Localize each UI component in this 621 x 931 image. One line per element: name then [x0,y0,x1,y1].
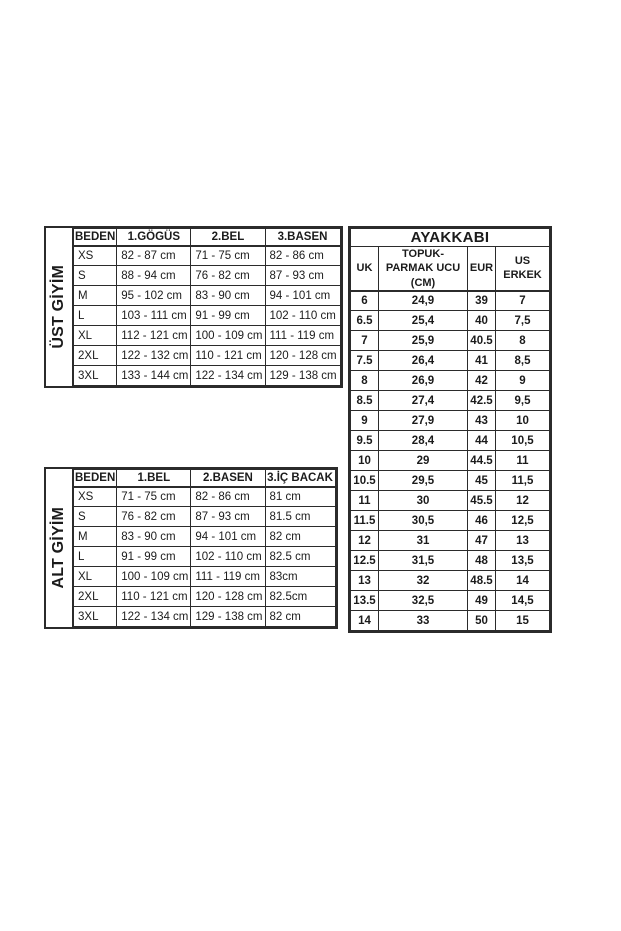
size-cell: XS [74,246,117,266]
measurement-cell: 103 - 111 cm [117,306,191,326]
measurement-cell: 100 - 109 cm [191,326,265,346]
column-header-ic-bacak: 3.İÇ BACAK [265,470,335,487]
measurement-cell: 112 - 121 cm [117,326,191,346]
size-row [74,246,341,266]
size-cell: 3XL [74,366,117,386]
eur-size-cell: 46 [468,511,496,531]
measurement-cell: 81 cm [265,487,335,507]
uk-size-cell: 9 [351,411,379,431]
uk-size-cell: 11.5 [351,511,379,531]
measurement-cell: 82 cm [265,527,335,547]
measurement-cell: 110 - 121 cm [191,346,265,366]
uk-size-cell: 11 [351,491,379,511]
heel-toe-length-cell: 24,9 [379,291,468,311]
alt-giyim-grid [73,469,336,627]
eur-size-cell: 42.5 [468,391,496,411]
measurement-cell: 71 - 75 cm [191,246,265,266]
alt-giyim-side-label-text: ALT GİYİM [50,507,67,589]
us-men-size-cell: 15 [496,611,550,631]
size-cell: L [74,547,117,567]
eur-size-cell: 49 [468,591,496,611]
measurement-cell: 102 - 110 cm [265,306,340,326]
size-cell: M [74,527,117,547]
size-cell: 2XL [74,346,117,366]
eur-size-cell: 48.5 [468,571,496,591]
measurement-cell: 87 - 93 cm [265,266,340,286]
size-row [74,326,341,346]
us-men-size-cell: 14 [496,571,550,591]
alt-giyim-header-row [74,470,336,487]
measurement-cell: 94 - 101 cm [265,286,340,306]
measurement-cell: 82 - 87 cm [117,246,191,266]
shoe-size-row [351,371,550,391]
size-row [74,567,336,587]
measurement-cell: 82.5 cm [265,547,335,567]
size-cell: XL [74,326,117,346]
us-men-size-cell: 14,5 [496,591,550,611]
heel-toe-length-cell: 30,5 [379,511,468,531]
size-cell: XL [74,567,117,587]
column-header-bel: 2.BEL [191,229,265,246]
column-header-basen: 2.BASEN [191,470,265,487]
us-men-size-cell: 13,5 [496,551,550,571]
uk-size-cell: 13.5 [351,591,379,611]
us-men-size-cell: 10,5 [496,431,550,451]
heel-toe-length-cell: 32 [379,571,468,591]
column-header-eur: EUR [468,247,496,291]
size-cell: L [74,306,117,326]
measurement-cell: 87 - 93 cm [191,507,265,527]
uk-size-cell: 9.5 [351,431,379,451]
measurement-cell: 120 - 128 cm [191,587,265,607]
heel-toe-length-cell: 28,4 [379,431,468,451]
measurement-cell: 95 - 102 cm [117,286,191,306]
eur-size-cell: 42 [468,371,496,391]
measurement-cell: 91 - 99 cm [117,547,191,567]
size-row [74,587,336,607]
measurement-cell: 82 - 86 cm [265,246,340,266]
heel-toe-length-cell: 25,9 [379,331,468,351]
uk-size-cell: 6 [351,291,379,311]
measurement-cell: 76 - 82 cm [191,266,265,286]
column-header-topuk-parmak: TOPUK-PARMAK UCU (CM) [379,247,468,291]
measurement-cell: 122 - 134 cm [117,607,191,627]
uk-size-cell: 8.5 [351,391,379,411]
ust-giyim-rows [74,246,341,386]
eur-size-cell: 47 [468,531,496,551]
column-header-basen: 3.BASEN [265,229,340,246]
uk-size-cell: 7.5 [351,351,379,371]
eur-size-cell: 44.5 [468,451,496,471]
measurement-cell: 83 - 90 cm [117,527,191,547]
shoe-size-row [351,431,550,451]
measurement-cell: 120 - 128 cm [265,346,340,366]
uk-size-cell: 10 [351,451,379,471]
heel-toe-length-cell: 27,9 [379,411,468,431]
measurement-cell: 82.5cm [265,587,335,607]
heel-toe-length-cell: 30 [379,491,468,511]
ust-giyim-side-label [46,228,73,386]
shoe-size-row [351,291,550,311]
us-men-size-cell: 9,5 [496,391,550,411]
eur-size-cell: 39 [468,291,496,311]
column-header-uk: UK [351,247,379,291]
measurement-cell: 100 - 109 cm [117,567,191,587]
column-header-beden: BEDEN [74,229,117,246]
size-row [74,487,336,507]
shoe-size-row [351,531,550,551]
size-cell: 3XL [74,607,117,627]
us-men-size-cell: 9 [496,371,550,391]
heel-toe-length-cell: 26,4 [379,351,468,371]
shoe-size-row [351,331,550,351]
heel-toe-length-cell: 33 [379,611,468,631]
eur-size-cell: 44 [468,431,496,451]
ust-giyim-grid [73,228,341,386]
eur-size-cell: 45.5 [468,491,496,511]
shoe-size-row [351,351,550,371]
measurement-cell: 110 - 121 cm [117,587,191,607]
us-men-size-cell: 11 [496,451,550,471]
uk-size-cell: 14 [351,611,379,631]
size-cell: S [74,507,117,527]
heel-toe-length-cell: 27,4 [379,391,468,411]
shoe-size-row [351,491,550,511]
measurement-cell: 102 - 110 cm [191,547,265,567]
ust-giyim-table [44,226,343,388]
us-men-size-cell: 7,5 [496,311,550,331]
alt-giyim-side-label [46,469,73,627]
us-men-size-cell: 10 [496,411,550,431]
us-men-size-cell: 11,5 [496,471,550,491]
ayakkabi-grid [350,228,550,631]
uk-size-cell: 8 [351,371,379,391]
shoe-size-row [351,511,550,531]
size-cell: S [74,266,117,286]
column-header-bel: 1.BEL [117,470,191,487]
ayakkabi-title: AYAKKABI [351,229,550,247]
measurement-cell: 122 - 134 cm [191,366,265,386]
size-cell: 2XL [74,587,117,607]
heel-toe-length-cell: 31,5 [379,551,468,571]
size-row [74,607,336,627]
measurement-cell: 83cm [265,567,335,587]
heel-toe-length-cell: 29 [379,451,468,471]
shoe-size-row [351,451,550,471]
measurement-cell: 81.5 cm [265,507,335,527]
measurement-cell: 133 - 144 cm [117,366,191,386]
measurement-cell: 88 - 94 cm [117,266,191,286]
eur-size-cell: 48 [468,551,496,571]
eur-size-cell: 40 [468,311,496,331]
uk-size-cell: 12.5 [351,551,379,571]
measurement-cell: 111 - 119 cm [191,567,265,587]
measurement-cell: 91 - 99 cm [191,306,265,326]
uk-size-cell: 12 [351,531,379,551]
eur-size-cell: 50 [468,611,496,631]
heel-toe-length-cell: 26,9 [379,371,468,391]
us-men-size-cell: 8 [496,331,550,351]
us-men-size-cell: 13 [496,531,550,551]
size-row [74,527,336,547]
shoe-size-row [351,311,550,331]
ayakkabi-title-row [351,229,550,247]
measurement-cell: 122 - 132 cm [117,346,191,366]
uk-size-cell: 7 [351,331,379,351]
size-row [74,346,341,366]
uk-size-cell: 10.5 [351,471,379,491]
measurement-cell: 83 - 90 cm [191,286,265,306]
size-row [74,547,336,567]
size-cell: M [74,286,117,306]
shoe-size-row [351,471,550,491]
measurement-cell: 76 - 82 cm [117,507,191,527]
ayakkabi-header-row [351,247,550,291]
alt-giyim-rows [74,487,336,627]
ayakkabi-rows [351,291,550,631]
ust-giyim-header-row [74,229,341,246]
uk-size-cell: 13 [351,571,379,591]
shoe-size-row [351,411,550,431]
eur-size-cell: 40.5 [468,331,496,351]
us-men-size-cell: 12 [496,491,550,511]
size-cell: XS [74,487,117,507]
measurement-cell: 71 - 75 cm [117,487,191,507]
size-row [74,366,341,386]
eur-size-cell: 43 [468,411,496,431]
shoe-size-row [351,611,550,631]
uk-size-cell: 6.5 [351,311,379,331]
eur-size-cell: 45 [468,471,496,491]
alt-giyim-table [44,467,338,629]
size-row [74,306,341,326]
shoe-size-row [351,571,550,591]
column-header-beden: BEDEN [74,470,117,487]
size-row [74,266,341,286]
measurement-cell: 94 - 101 cm [191,527,265,547]
us-men-size-cell: 7 [496,291,550,311]
size-row [74,286,341,306]
heel-toe-length-cell: 32,5 [379,591,468,611]
measurement-cell: 129 - 138 cm [265,366,340,386]
eur-size-cell: 41 [468,351,496,371]
ust-giyim-side-label-text: ÜST GİYİM [50,265,67,349]
heel-toe-length-cell: 25,4 [379,311,468,331]
us-men-size-cell: 12,5 [496,511,550,531]
measurement-cell: 82 - 86 cm [191,487,265,507]
heel-toe-length-cell: 29,5 [379,471,468,491]
ayakkabi-table [348,226,552,633]
us-men-size-cell: 8,5 [496,351,550,371]
shoe-size-row [351,591,550,611]
measurement-cell: 111 - 119 cm [265,326,340,346]
shoe-size-row [351,551,550,571]
size-row [74,507,336,527]
heel-toe-length-cell: 31 [379,531,468,551]
column-header-gogus: 1.GÖGÜS [117,229,191,246]
shoe-size-row [351,391,550,411]
column-header-us-erkek: US ERKEK [496,247,550,291]
measurement-cell: 82 cm [265,607,335,627]
measurement-cell: 129 - 138 cm [191,607,265,627]
